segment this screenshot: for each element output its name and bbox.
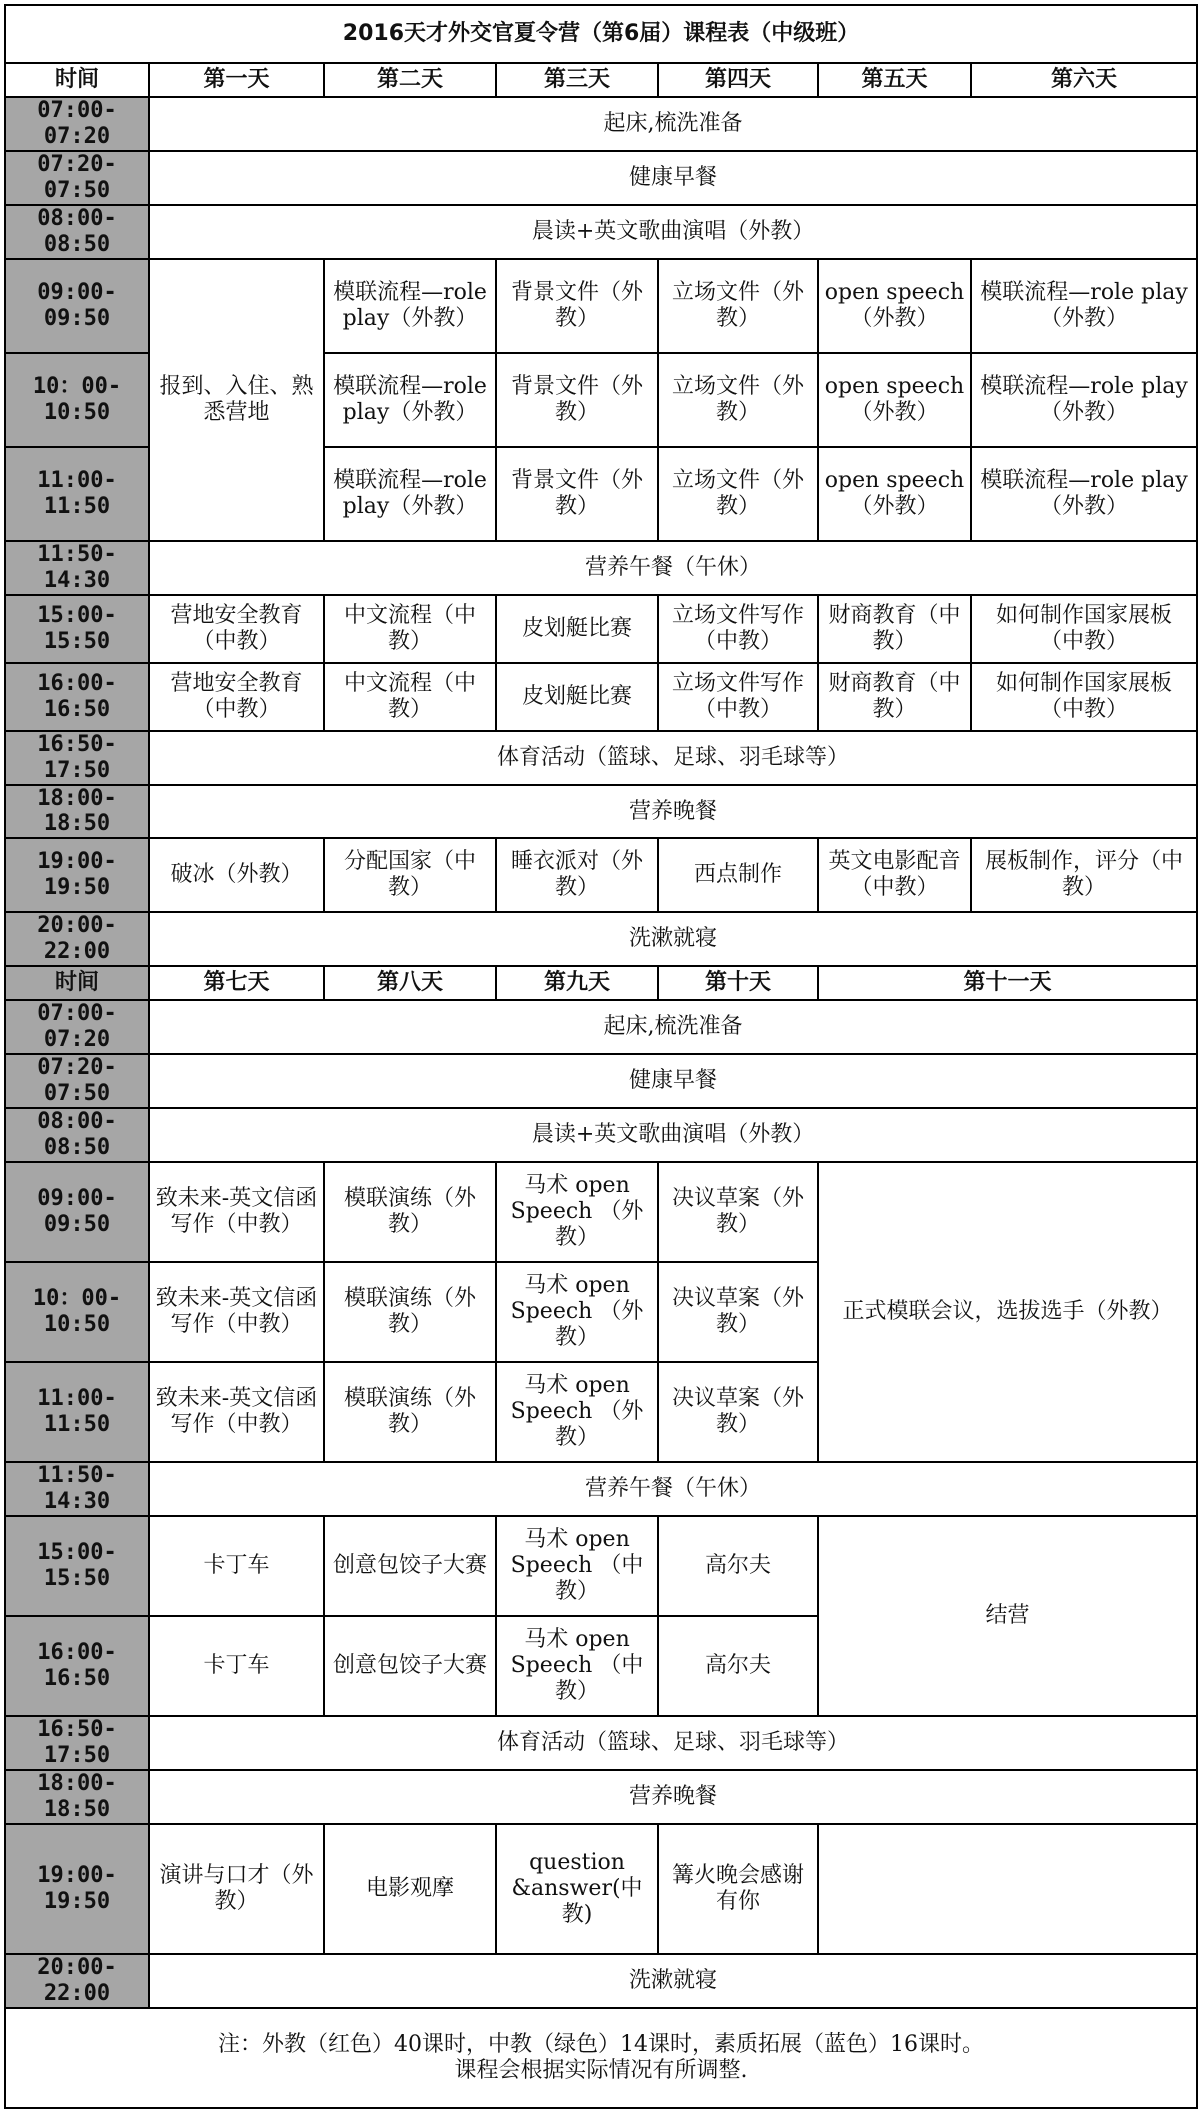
- time-slot: 08:00-08:50: [5, 1108, 149, 1162]
- activity-span: 营养午餐（午休）: [149, 1462, 1197, 1516]
- activity-cell: 展板制作，评分（中教）: [971, 838, 1197, 912]
- table-row: [5, 1954, 1197, 2008]
- table-row: [5, 912, 1197, 966]
- schedule-table: [4, 4, 1198, 2109]
- time-slot: 07:00-07:20: [5, 97, 149, 151]
- week2-header-row: [5, 966, 1197, 1000]
- time-slot: 16:00-16:50: [5, 1616, 149, 1716]
- activity-cell: 立场文件（外教）: [658, 353, 818, 447]
- time-slot: 07:20-07:50: [5, 1054, 149, 1108]
- note-line: 课程会根据实际情况有所调整.: [454, 2057, 748, 2083]
- time-column-header: 时间: [5, 63, 149, 97]
- activity-cell: 致未来-英文信函写作（中教）: [149, 1362, 324, 1462]
- activity-cell: 马术 open Speech （外教）: [496, 1362, 658, 1462]
- time-slot: 18:00-18:50: [5, 785, 149, 839]
- activity-cell: 马术 open Speech （中教）: [496, 1616, 658, 1716]
- activity-span: 体育活动（篮球、足球、羽毛球等）: [149, 731, 1197, 785]
- activity-cell: 模联流程—role play（外教）: [971, 353, 1197, 447]
- activity-cell: 高尔夫: [658, 1616, 818, 1716]
- activity-cell: 如何制作国家展板（中教）: [971, 663, 1197, 731]
- activity-cell: 破冰（外教）: [149, 838, 324, 912]
- notes: [5, 2008, 1197, 2108]
- activity-cell: 模联流程—role play（外教）: [971, 259, 1197, 353]
- activity-cell: 英文电影配音（中教）: [818, 838, 971, 912]
- activity-cell: 中文流程（中教）: [324, 595, 496, 663]
- activity-cell: 西点制作: [658, 838, 818, 912]
- activity-cell: 财商教育（中教）: [818, 595, 971, 663]
- time-slot: 11:50-14:30: [5, 541, 149, 595]
- activity-cell: 皮划艇比赛: [496, 595, 658, 663]
- table-row: [5, 1824, 1197, 1954]
- activity-span: 晨读+英文歌曲演唱（外教）: [149, 205, 1197, 259]
- week1-header-row: [5, 63, 1197, 97]
- activity-cell: 模联流程—role play（外教）: [971, 447, 1197, 541]
- time-slot: 11:00-11:50: [5, 1362, 149, 1462]
- table-row: [5, 1054, 1197, 1108]
- table-row: [5, 785, 1197, 839]
- table-row: [5, 1770, 1197, 1824]
- table-row: [5, 259, 1197, 353]
- time-slot: 08:00-08:50: [5, 205, 149, 259]
- activity-cell: 高尔夫: [658, 1516, 818, 1616]
- time-slot: 19:00-19:50: [5, 1824, 149, 1954]
- table-row: [5, 731, 1197, 785]
- activity-cell: 决议草案（外教）: [658, 1262, 818, 1362]
- activity-cell: 模联演练（外教）: [324, 1362, 496, 1462]
- activity-cell: 睡衣派对（外教）: [496, 838, 658, 912]
- time-slot: 16:50-17:50: [5, 731, 149, 785]
- activity-span: 起床,梳洗准备: [149, 1000, 1197, 1054]
- day-header: 第九天: [496, 966, 658, 1000]
- time-slot: 11:00-11:50: [5, 447, 149, 541]
- activity-cell: 卡丁车: [149, 1516, 324, 1616]
- activity-cell: 模联流程—role play（外教）: [324, 353, 496, 447]
- activity-cell: 报到、入住、熟悉营地: [149, 259, 324, 541]
- activity-cell: 背景文件（外教）: [496, 353, 658, 447]
- time-slot: 18:00-18:50: [5, 1770, 149, 1824]
- day-header: 第六天: [971, 63, 1197, 97]
- day-header: 第十天: [658, 966, 818, 1000]
- activity-cell: 决议草案（外教）: [658, 1362, 818, 1462]
- activity-cell: 创意包饺子大赛: [324, 1516, 496, 1616]
- time-slot: 15:00-15:50: [5, 1516, 149, 1616]
- activity-cell: 营地安全教育（中教）: [149, 595, 324, 663]
- schedule-title: 2016天才外交官夏令营（第6届）课程表（中级班）: [5, 5, 1197, 63]
- activity-cell: 中文流程（中教）: [324, 663, 496, 731]
- activity-cell: 结营: [818, 1516, 1197, 1716]
- activity-cell: 模联流程—role play（外教）: [324, 447, 496, 541]
- activity-span: 晨读+英文歌曲演唱（外教）: [149, 1108, 1197, 1162]
- activity-cell: 背景文件（外教）: [496, 259, 658, 353]
- time-slot: 16:50-17:50: [5, 1716, 149, 1770]
- table-row: [5, 205, 1197, 259]
- table-row: [5, 1000, 1197, 1054]
- time-slot: 15:00-15:50: [5, 595, 149, 663]
- time-slot: 10：00-10:50: [5, 1262, 149, 1362]
- activity-cell: 立场文件（外教）: [658, 259, 818, 353]
- time-slot: 19:00-19:50: [5, 838, 149, 912]
- table-row: [5, 151, 1197, 205]
- time-slot: 07:20-07:50: [5, 151, 149, 205]
- activity-cell: [818, 1824, 1197, 1954]
- time-slot: 11:50-14:30: [5, 1462, 149, 1516]
- activity-cell: 立场文件（外教）: [658, 447, 818, 541]
- activity-cell: 模联流程—role play（外教）: [324, 259, 496, 353]
- activity-cell: 马术 open Speech （中教）: [496, 1516, 658, 1616]
- table-row: [5, 541, 1197, 595]
- time-slot: 07:00-07:20: [5, 1000, 149, 1054]
- activity-span: 体育活动（篮球、足球、羽毛球等）: [149, 1716, 1197, 1770]
- day-header: 第八天: [324, 966, 496, 1000]
- activity-span: 营养晚餐: [149, 1770, 1197, 1824]
- time-slot: 20:00-22:00: [5, 1954, 149, 2008]
- activity-span: 健康早餐: [149, 151, 1197, 205]
- note-line: 注：外教（红色）40课时，中教（绿色）14课时，素质拓展（蓝色）16课时。: [218, 2031, 985, 2057]
- day-header: 第七天: [149, 966, 324, 1000]
- activity-cell: question &answer(中教): [496, 1824, 658, 1954]
- activity-cell: 电影观摩: [324, 1824, 496, 1954]
- day-header: 第二天: [324, 63, 496, 97]
- time-slot: 10：00-10:50: [5, 353, 149, 447]
- time-slot: 16:00-16:50: [5, 663, 149, 731]
- time-slot: 09:00-09:50: [5, 1162, 149, 1262]
- activity-cell: 演讲与口才（外教）: [149, 1824, 324, 1954]
- notes-row: [5, 2008, 1197, 2108]
- day-header: 第三天: [496, 63, 658, 97]
- activity-cell: 营地安全教育（中教）: [149, 663, 324, 731]
- activity-span: 起床,梳洗准备: [149, 97, 1197, 151]
- activity-cell: open speech（外教）: [818, 447, 971, 541]
- activity-span: 洗漱就寝: [149, 912, 1197, 966]
- activity-cell: 创意包饺子大赛: [324, 1616, 496, 1716]
- activity-cell: open speech（外教）: [818, 259, 971, 353]
- activity-cell: 立场文件写作（中教）: [658, 663, 818, 731]
- table-row: [5, 1108, 1197, 1162]
- day-header: 第十一天: [818, 966, 1197, 1000]
- activity-cell: 如何制作国家展板（中教）: [971, 595, 1197, 663]
- activity-cell: 决议草案（外教）: [658, 1162, 818, 1262]
- activity-cell: 致未来-英文信函写作（中教）: [149, 1262, 324, 1362]
- day-header: 第一天: [149, 63, 324, 97]
- table-row: [5, 663, 1197, 731]
- activity-cell: 模联演练（外教）: [324, 1262, 496, 1362]
- activity-cell: 立场文件写作（中教）: [658, 595, 818, 663]
- activity-cell: open speech（外教）: [818, 353, 971, 447]
- activity-cell: 正式模联会议，选拔选手（外教）: [818, 1162, 1197, 1462]
- time-column-header: 时间: [5, 966, 149, 1000]
- activity-cell: 分配国家（中教）: [324, 838, 496, 912]
- activity-cell: 财商教育（中教）: [818, 663, 971, 731]
- table-row: [5, 1162, 1197, 1262]
- activity-cell: 模联演练（外教）: [324, 1162, 496, 1262]
- activity-cell: 致未来-英文信函写作（中教）: [149, 1162, 324, 1262]
- table-row: [5, 595, 1197, 663]
- time-slot: 09:00-09:50: [5, 259, 149, 353]
- day-header: 第四天: [658, 63, 818, 97]
- activity-cell: 马术 open Speech （外教）: [496, 1262, 658, 1362]
- activity-cell: 背景文件（外教）: [496, 447, 658, 541]
- activity-cell: 皮划艇比赛: [496, 663, 658, 731]
- activity-span: 健康早餐: [149, 1054, 1197, 1108]
- activity-span: 洗漱就寝: [149, 1954, 1197, 2008]
- activity-cell: 篝火晚会感谢有你: [658, 1824, 818, 1954]
- activity-cell: 马术 open Speech （外教）: [496, 1162, 658, 1262]
- activity-span: 营养晚餐: [149, 785, 1197, 839]
- table-row: [5, 1516, 1197, 1616]
- activity-cell: 卡丁车: [149, 1616, 324, 1716]
- table-row: [5, 838, 1197, 912]
- table-row: [5, 1462, 1197, 1516]
- table-row: [5, 97, 1197, 151]
- time-slot: 20:00-22:00: [5, 912, 149, 966]
- day-header: 第五天: [818, 63, 971, 97]
- activity-span: 营养午餐（午休）: [149, 541, 1197, 595]
- table-row: [5, 1716, 1197, 1770]
